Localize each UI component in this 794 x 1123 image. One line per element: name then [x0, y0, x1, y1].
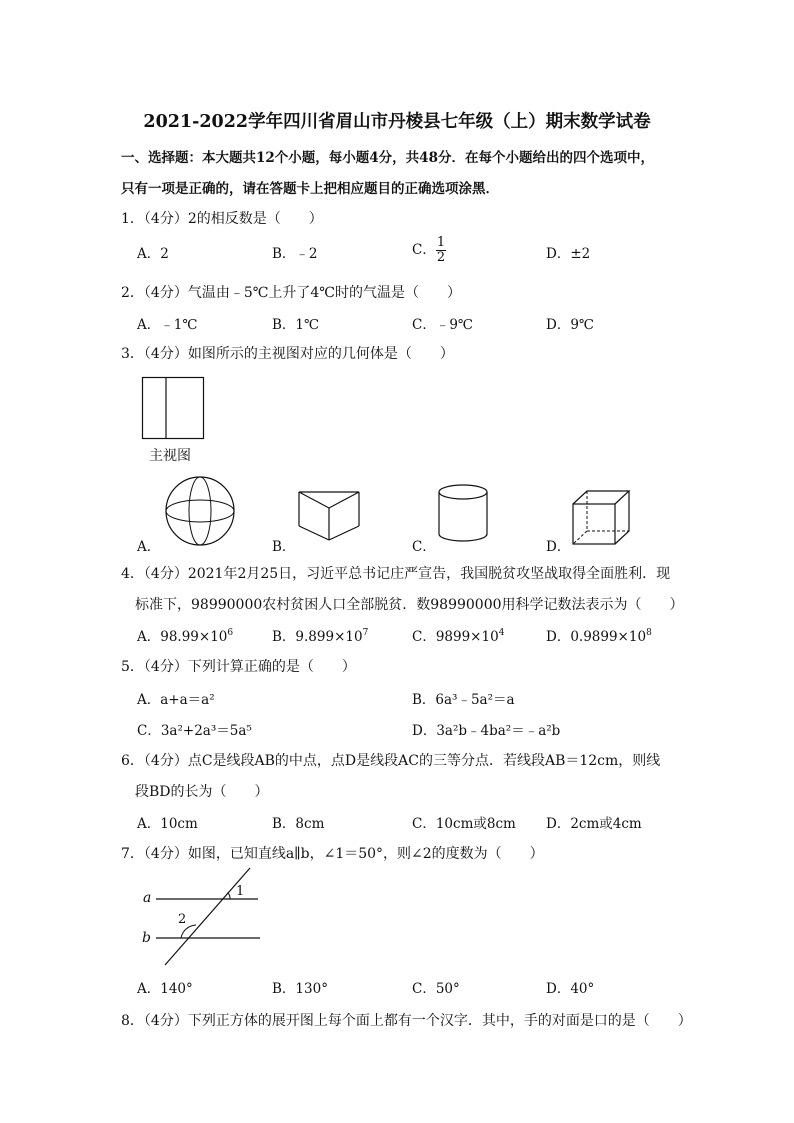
q6-option-b: B．8cm [272, 816, 325, 832]
q1-option-d: D．±2 [546, 246, 591, 262]
q6-option-d: D．2cm或4cm [546, 816, 642, 832]
q4-option-c [412, 625, 504, 645]
triangular-prism-figure [298, 490, 362, 542]
q7-option-b: B．130° [272, 981, 328, 997]
angle-1-label: 1 [236, 884, 245, 899]
fraction-denominator: 2 [436, 250, 446, 265]
q2-option-c: C．﹣9℃ [412, 317, 474, 333]
q4-option-b-text: B．9.899×10 [272, 629, 363, 645]
line-b-label: b [142, 930, 151, 946]
q4-option-a-text: A．98.99×10 [137, 629, 228, 645]
cylinder-figure [438, 484, 490, 544]
angle-2-label: 2 [178, 912, 187, 927]
question-5-stem: 5．（4分）下列计算正确的是（ ） [121, 659, 356, 675]
q1-option-a: A．2 [137, 246, 169, 262]
question-4-line1: 4．（4分）2021年2月25日，习近平总书记庄严宣告，我国脱贫攻坚战取得全面胜利．现 [121, 566, 671, 582]
q3-option-a: A． [137, 539, 161, 555]
question-3-stem: 3．（4分）如图所示的主视图对应的几何体是（ ） [121, 346, 454, 362]
q7-option-c: C．50° [412, 981, 460, 997]
q5-option-c: C．3a²+2a³＝5a⁵ [137, 723, 252, 739]
q7-option-d: D．40° [546, 981, 595, 997]
q4-option-a [137, 625, 233, 645]
question-6-line2: 段BD的长为（ ） [135, 784, 269, 800]
page-title: 2021-2022学年四川省眉山市丹棱县七年级（上）期末数学试卷 [143, 112, 651, 132]
q5-option-b: B．6a³﹣5a²＝a [412, 692, 515, 708]
q4-option-d [546, 625, 652, 645]
fraction [436, 236, 446, 265]
question-4-line2: 标准下，98990000农村贫困人口全部脱贫．数98990000用科学记数法表示为（ ） [135, 597, 684, 613]
q3-option-c: C． [412, 539, 436, 555]
front-view-figure [142, 377, 206, 439]
front-view-caption: 主视图 [149, 448, 191, 464]
question-7-stem: 7．（4分）如图，已知直线a∥b，∠1＝50°，则∠2的度数为（ ） [121, 846, 544, 862]
q5-option-d: D．3a²b﹣4ba²＝﹣a²b [412, 723, 561, 739]
q3-option-b: B． [272, 539, 296, 555]
q6-option-c: C．10cm或8cm [412, 816, 516, 832]
fraction-numerator: 1 [436, 235, 446, 250]
q2-option-b: B．1℃ [272, 317, 320, 333]
section-heading-line1: 一、选择题：本大题共12个小题，每小题4分，共48分．在每个小题给出的四个选项中， [121, 150, 654, 166]
q1-option-c [412, 236, 446, 265]
q4-option-d-exponent: 8 [646, 628, 652, 638]
q4-option-b-exponent: 7 [362, 628, 369, 638]
q7-option-a: A．140° [137, 981, 193, 997]
q6-option-a: A．10cm [137, 816, 198, 832]
q3-option-d: D． [546, 539, 571, 555]
q4-option-c-exponent: 4 [498, 628, 505, 638]
question-2-stem: 2．（4分）气温由﹣5℃上升了4℃时的气温是（ ） [121, 285, 461, 301]
cube-figure [572, 490, 632, 546]
q2-option-d: D．9℃ [546, 317, 595, 333]
q4-option-c-text: C．9899×10 [412, 629, 499, 645]
question-1-stem: 1．（4分）2的相反数是（ ） [121, 211, 323, 227]
section-heading-line2: 只有一项是正确的，请在答题卡上把相应题目的正确选项涂黑． [121, 181, 499, 197]
q4-option-b [272, 625, 368, 645]
q1-option-b: B．﹣2 [272, 246, 318, 262]
parallel-lines-figure [138, 868, 268, 968]
question-8-stem: 8．（4分）下列正方体的展开图上每个面上都有一个汉字．其中，手的对面是口的是（ ） [121, 1013, 692, 1029]
line-a-label: a [143, 890, 152, 906]
q4-option-a-exponent: 6 [227, 628, 234, 638]
q2-option-a: A．﹣1℃ [137, 317, 198, 333]
q5-option-a: A．a+a＝a² [137, 692, 215, 708]
q4-option-d-text: D．0.9899×10 [546, 629, 647, 645]
question-6-line1: 6．（4分）点C是线段AB的中点，点D是线段AC的三等分点．若线段AB＝12cm，则线 [121, 753, 661, 769]
q1-option-c-prefix: C． [412, 242, 436, 258]
sphere-figure [165, 476, 237, 548]
